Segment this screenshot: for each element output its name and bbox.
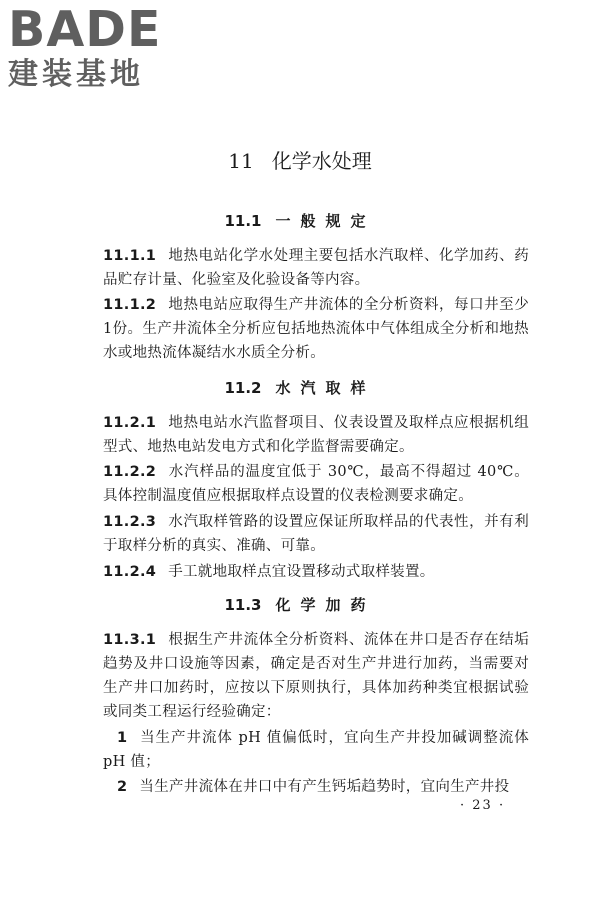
item-number: 1 [117, 730, 128, 746]
section-name: 水汽取样 [275, 379, 376, 397]
clause-paragraph [103, 411, 529, 459]
clause-number: 11.2.3 [103, 514, 157, 530]
page-number: · 23 · [460, 798, 506, 813]
section-number: 11.2 [224, 379, 262, 397]
chapter-title [0, 148, 600, 174]
list-item [103, 726, 529, 774]
item-text: 当生产井流体 pH 值偏低时，宜向生产井投加碱调整流体 pH 值； [103, 730, 529, 770]
clause-paragraph [103, 510, 529, 558]
clause-paragraph [103, 244, 529, 292]
clause-paragraph [103, 560, 529, 584]
clause-text: 地热电站化学水处理主要包括水汽取样、化学加药、药品贮存计量、化验室及化验设备等内容。 [103, 248, 529, 288]
clause-text: 地热电站应取得生产井流体的全分析资料，每口井至少1份。生产井流体全分析应包括地热流体中气体组成全分析和地热水或地热流体凝结水水质全分析。 [103, 297, 529, 361]
logo-wordmark: BADE [8, 1, 162, 58]
clause-number: 11.1.2 [103, 297, 157, 313]
clause-number: 11.3.1 [103, 632, 157, 648]
clause-number: 11.2.1 [103, 415, 157, 431]
logo [8, 1, 178, 92]
chapter-number: 11 [228, 149, 254, 173]
section-number: 11.3 [224, 596, 262, 614]
clause-text: 水汽取样管路的设置应保证所取样品的代表性，并有利于取样分析的真实、准确、可靠。 [103, 514, 529, 554]
clause-paragraph [103, 293, 529, 365]
clause-text: 根据生产井流体全分析资料、流体在井口是否存在结垢趋势及井口设施等因素，确定是否对生产井进行加药，当需要对生产井口加药时，应按以下原则执行，具体加药种类宜根据试验或同类工程运行经验确定： [103, 632, 529, 720]
clause-number: 11.2.4 [103, 564, 157, 580]
section-number: 11.1 [224, 212, 262, 230]
chapter-name: 化学水处理 [271, 149, 372, 173]
section-name: 化学加药 [275, 596, 376, 614]
logo-subtitle: 建装基地 [8, 57, 144, 92]
section-name: 一般规定 [275, 212, 376, 230]
clause-number: 11.1.1 [103, 248, 157, 264]
clause-number: 11.2.2 [103, 464, 157, 480]
section-title [0, 595, 600, 615]
clause-paragraph [103, 628, 529, 724]
item-number: 2 [117, 779, 128, 795]
list-item [103, 775, 529, 799]
clause-paragraph [103, 460, 529, 508]
clause-text: 水汽样品的温度宜低于 30℃，最高不得超过 40℃。具体控制温度值应根据取样点设置的仪表检测要求确定。 [103, 464, 529, 504]
item-text: 当生产井流体在井口中有产生钙垢趋势时，宜向生产井投 [139, 779, 510, 795]
section-title [0, 211, 600, 231]
section-title [0, 378, 600, 398]
clause-text: 地热电站水汽监督项目、仪表设置及取样点应根据机组型式、地热电站发电方式和化学监督需要确定。 [103, 415, 529, 455]
clause-text: 手工就地取样点宜设置移动式取样装置。 [168, 564, 435, 580]
